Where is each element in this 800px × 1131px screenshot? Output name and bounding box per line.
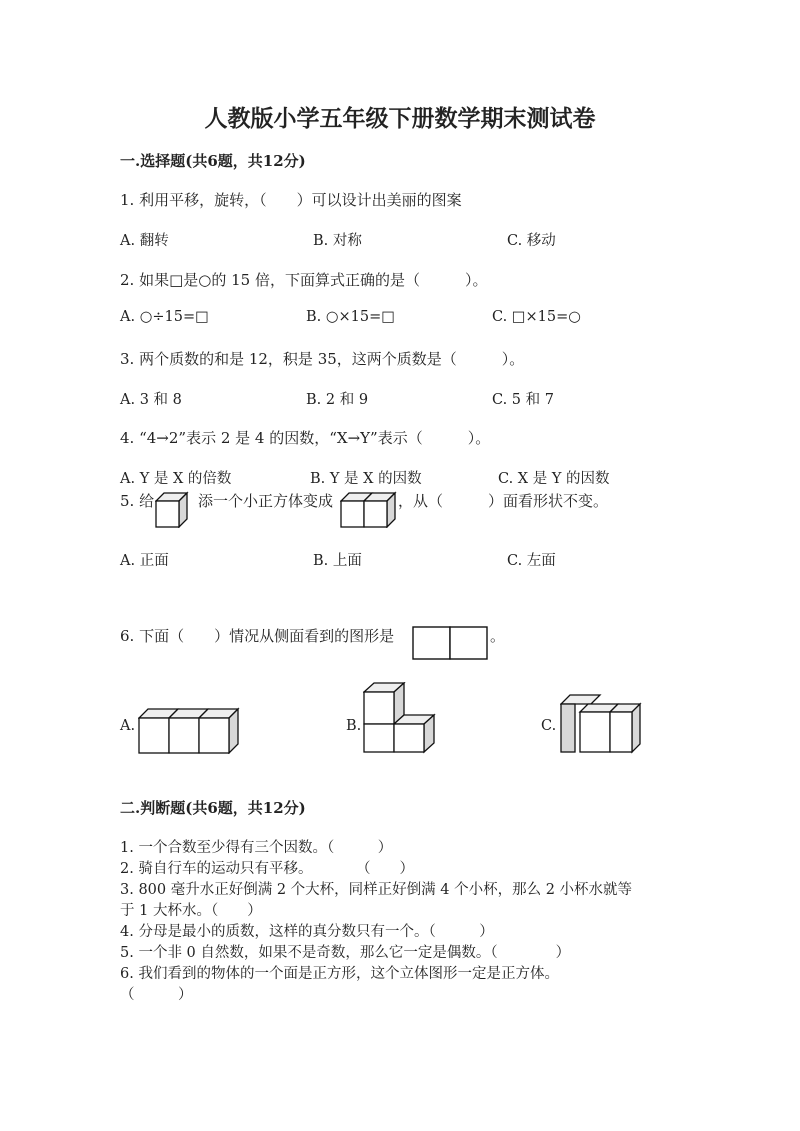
question-6-part2: 。	[490, 627, 506, 645]
q5-option-b: B. 上面	[313, 553, 362, 569]
tf-item: 5. 一个非 0 自然数，如果不是奇数，那么它一定是偶数。（ ）	[120, 945, 571, 961]
q3-option-b: B. 2 和 9	[306, 392, 369, 408]
q5-option-c: C. 左面	[507, 553, 556, 569]
q6-option-b: B.	[346, 718, 362, 734]
q6-option-a-figure	[138, 706, 242, 754]
page-title: 人教版小学五年级下册数学期末测试卷	[204, 105, 596, 132]
q5-option-a: A. 正面	[120, 553, 169, 569]
q4-option-c: C. X 是 Y 的因数	[498, 471, 610, 487]
question-5-part2: 添一个小正方体变成	[198, 492, 334, 510]
tf-item: 3. 800 毫升水正好倒满 2 个大杯，同样正好倒满 4 个小杯，那么 2 小杯水就等	[120, 882, 633, 898]
section-heading-choice: 一.选择题(共6题，共12分)	[120, 152, 306, 170]
question-4: 4. “4→2”表示 2 是 4 的因数，“X→Y”表示（ ）。	[120, 429, 491, 447]
q2-option-a: A. ○÷15=□	[120, 309, 209, 325]
q6-option-c: C.	[541, 718, 557, 734]
question-5-part3: ，从（ ）面看形状不变。	[398, 492, 609, 510]
q4-option-b: B. Y 是 X 的因数	[310, 471, 422, 487]
tf-item-continued: （ ）	[120, 987, 193, 1003]
section-heading-true-false: 二.判断题(共6题，共12分)	[120, 799, 306, 817]
question-5-part1: 5. 给	[120, 492, 155, 510]
q3-option-c: C. 5 和 7	[492, 392, 554, 408]
q6-option-a: A.	[120, 718, 136, 734]
q1-option-a: A. 翻转	[120, 233, 169, 249]
question-1: 1. 利用平移，旋转，（ ）可以设计出美丽的图案	[120, 191, 462, 209]
q6-option-c-figure	[560, 694, 642, 754]
q2-option-b: B. ○×15=□	[306, 309, 395, 325]
question-6-part1: 6. 下面（ ）情况从侧面看到的图形是	[120, 627, 395, 645]
tf-item: 4. 分母是最小的质数，这样的真分数只有一个。（ ）	[120, 924, 494, 940]
tf-item: 6. 我们看到的物体的一个面是正方形，这个立体图形一定是正方体。	[120, 966, 559, 982]
q4-option-a: A. Y 是 X 的倍数	[120, 471, 232, 487]
tf-item-continued: 于 1 大杯水。（ ）	[120, 903, 262, 919]
q6-side-view-figure	[412, 626, 490, 660]
tf-item: 2. 骑自行车的运动只有平移。 （ ）	[120, 861, 414, 877]
q1-option-b: B. 对称	[313, 233, 362, 249]
question-2: 2. 如果□是○的 15 倍，下面算式正确的是（ ）。	[120, 271, 488, 289]
q6-option-b-figure	[363, 682, 439, 754]
q1-option-c: C. 移动	[507, 233, 556, 249]
q5-two-cube-figure	[155, 488, 195, 528]
q5-three-cube-figure	[340, 488, 398, 528]
q2-option-c: C. □×15=○	[492, 309, 581, 325]
question-3: 3. 两个质数的和是 12，积是 35，这两个质数是（ ）。	[120, 350, 525, 368]
tf-item: 1. 一个合数至少得有三个因数。（ ）	[120, 840, 393, 856]
q3-option-a: A. 3 和 8	[120, 392, 182, 408]
